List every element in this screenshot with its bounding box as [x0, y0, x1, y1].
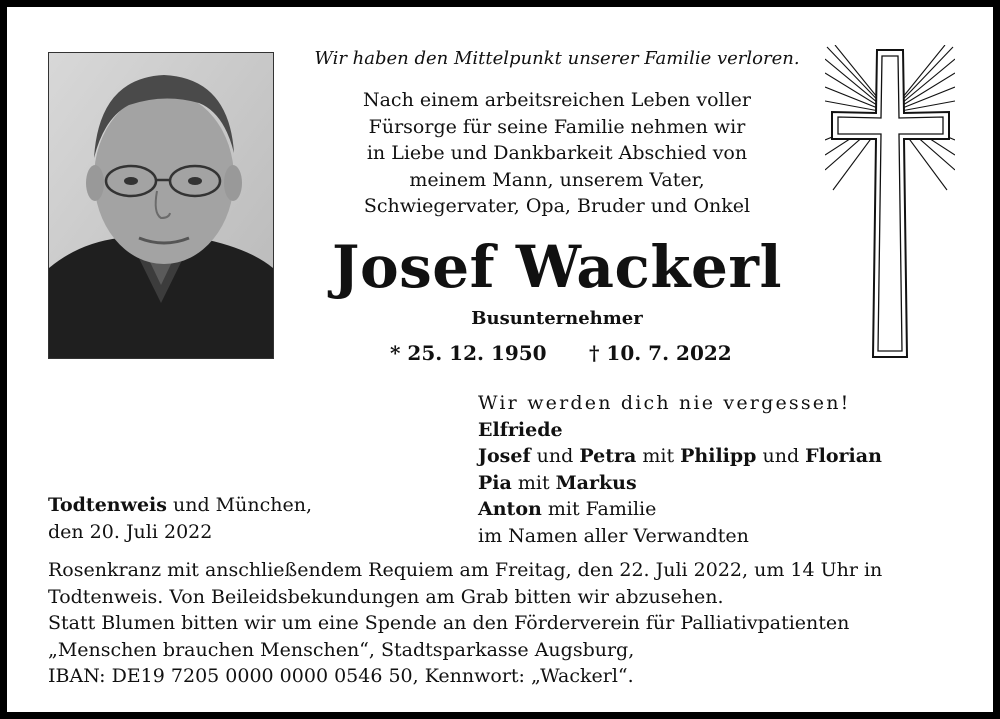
family-line	[478, 443, 882, 470]
notice-line: Rosenkranz mit anschließendem Requiem am Freitag, den 22. Juli 2022, um 14 Uhr in	[48, 559, 883, 581]
family-line: im Namen aller Verwandten	[478, 524, 749, 547]
intro-line: Schwiegervater, Opa, Bruder und Onkel	[363, 195, 751, 217]
farewell-quote: Wir werden dich nie vergessen!	[478, 392, 851, 414]
portrait-image	[49, 53, 273, 358]
profession: Busunternehmer	[471, 308, 643, 329]
intro-line: in Liebe und Dankbarkeit Abschied von	[366, 142, 748, 164]
birth-date: * 25. 12. 1950	[390, 341, 547, 365]
notice-line: Todtenweis. Von Beileidsbekundungen am Grab bitten wir abzusehen.	[48, 585, 724, 608]
place-rest: und München,	[166, 494, 313, 516]
tagline: Wir haben den Mittelpunkt unserer Familie verloren.	[314, 48, 800, 69]
intro-line: meinem Mann, unserem Vater,	[409, 168, 705, 191]
notice-line: IBAN: DE19 7205 0000 0000 0546 50, Kennwort: „Wackerl“.	[48, 665, 634, 687]
notice-line: Statt Blumen bitten wir um eine Spende an den Förderverein für Palliativpatienten	[48, 612, 850, 634]
place-line	[48, 492, 312, 519]
place-town: Todtenweis	[48, 494, 167, 516]
notice-line: „Menschen brauchen Menschen“, Stadtsparkasse Augsburg,	[48, 638, 635, 661]
family-connector: mit Familie	[541, 498, 657, 520]
family-name: Philipp	[680, 445, 757, 467]
death-date: † 10. 7. 2022	[589, 341, 732, 365]
family-line	[478, 470, 882, 497]
family-name: Josef	[478, 445, 531, 467]
deceased-name: Josef Wackerl	[332, 233, 782, 301]
family-connector: und	[530, 445, 580, 467]
date-line: den 20. Juli 2022	[48, 520, 213, 543]
intro-line: Nach einem arbeitsreichen Leben voller	[362, 89, 751, 111]
family-name: Petra	[579, 445, 637, 467]
family-name: Florian	[805, 445, 882, 467]
intro-line: Fürsorge für seine Familie nehmen wir	[368, 115, 746, 138]
funeral-notice	[48, 557, 882, 690]
family-name: Anton	[478, 498, 542, 520]
family-connector: und	[756, 445, 806, 467]
family-connector: mit	[636, 445, 681, 467]
place-and-date	[48, 492, 312, 545]
intro-text	[337, 87, 777, 220]
family-signatures	[478, 390, 882, 549]
family-name: Pia	[478, 471, 512, 494]
family-line	[478, 496, 882, 523]
family-name: Elfriede	[478, 418, 563, 441]
family-connector: mit	[511, 471, 556, 494]
portrait-photo	[48, 52, 274, 359]
cross-icon	[825, 45, 955, 363]
family-line	[478, 417, 882, 444]
family-name: Markus	[555, 471, 637, 494]
